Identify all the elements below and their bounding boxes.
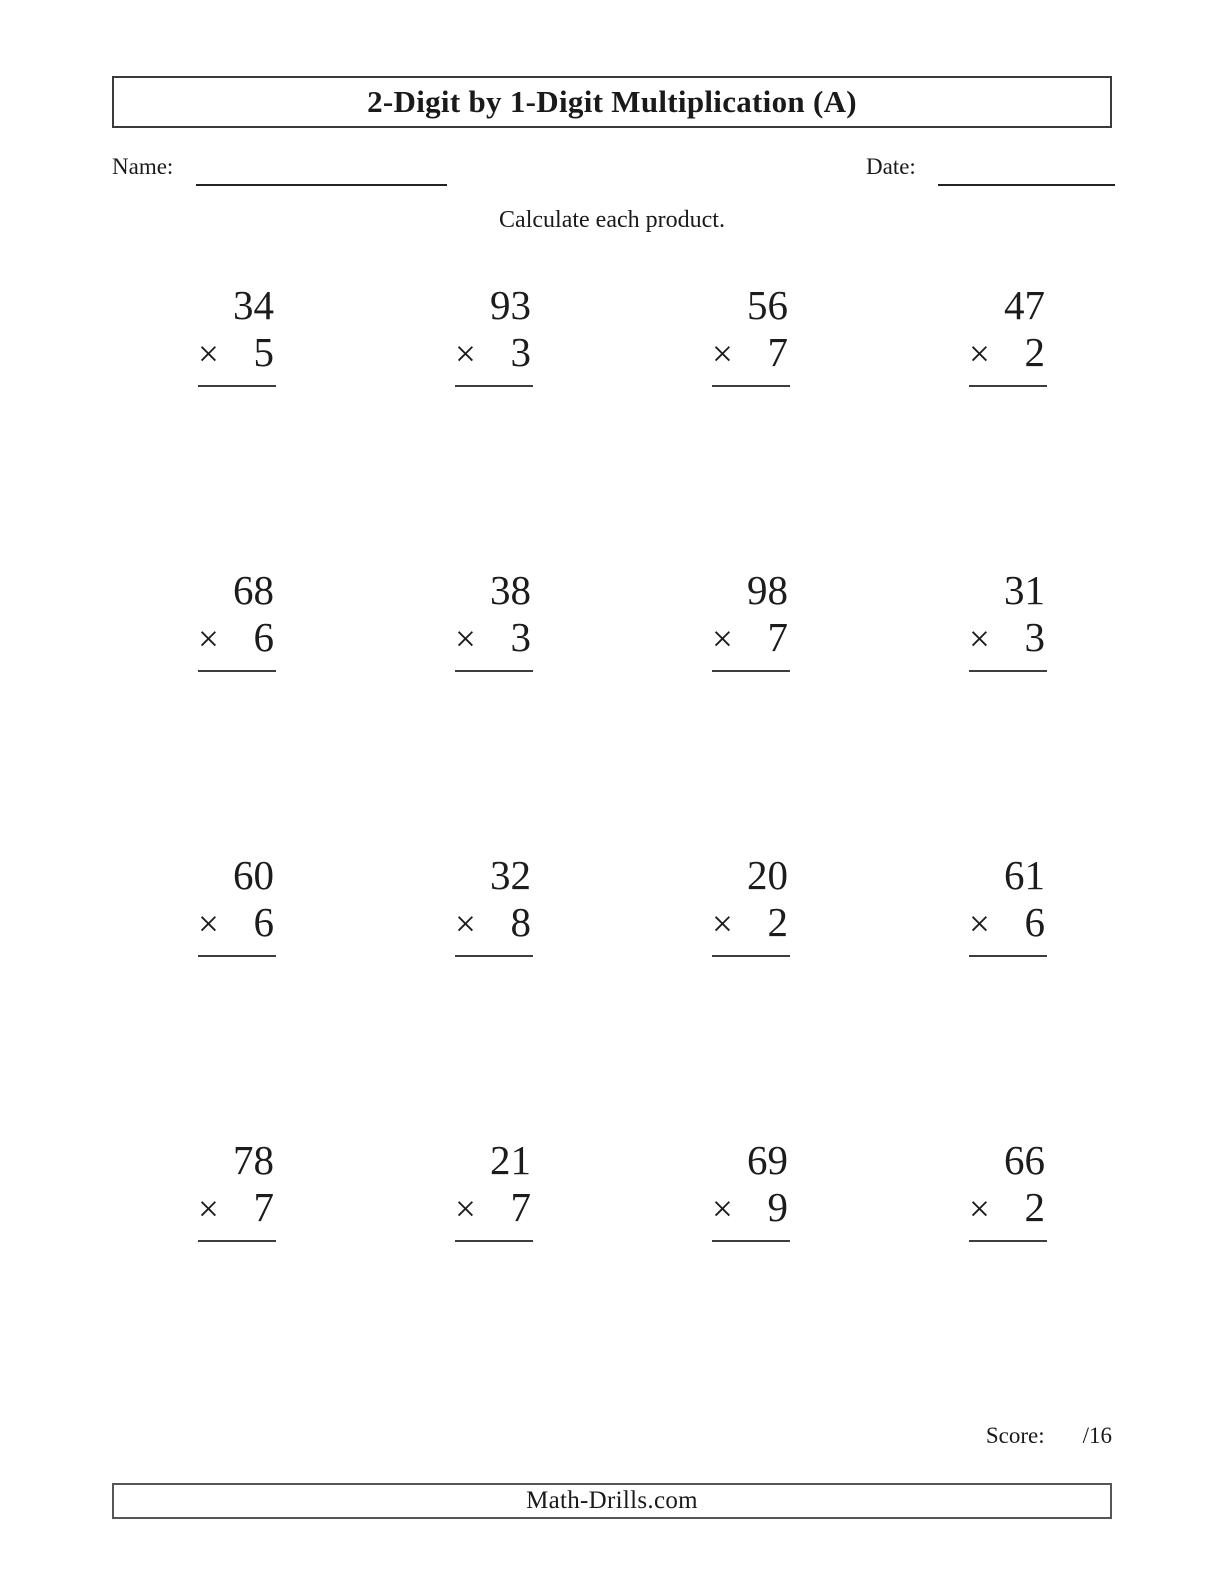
multiplier: 6 <box>1024 899 1045 945</box>
multiplication-problem <box>969 282 1047 387</box>
times-icon: × <box>198 1189 219 1230</box>
footer-box <box>112 1483 1112 1519</box>
date-label: Date: <box>866 154 916 179</box>
multiplication-problem <box>198 1137 276 1242</box>
multiplier-row <box>198 1184 276 1242</box>
times-icon: × <box>455 1189 476 1230</box>
multiplicand: 60 <box>233 852 274 898</box>
page-title: 2-Digit by 1-Digit Multiplication (A) <box>367 84 857 119</box>
multiplication-problem <box>198 852 276 957</box>
multiplication-problem <box>455 567 533 672</box>
name-label: Name: <box>112 154 174 179</box>
multiplicand: 47 <box>1004 282 1045 328</box>
multiplicand: 38 <box>490 567 531 613</box>
multiplicand: 34 <box>233 282 274 328</box>
times-icon: × <box>198 619 219 660</box>
problem-cell-8 <box>883 567 1140 852</box>
instruction-text: Calculate each product. <box>499 207 725 233</box>
multiplication-problem <box>712 282 790 387</box>
problem-cell-4 <box>883 282 1140 567</box>
problem-cell-3 <box>626 282 883 567</box>
times-icon: × <box>455 334 476 375</box>
multiplier-row <box>969 329 1047 387</box>
problem-cell-5 <box>112 567 369 852</box>
times-icon: × <box>712 904 733 945</box>
times-icon: × <box>969 334 990 375</box>
multiplier: 6 <box>253 614 274 660</box>
multiplier: 6 <box>253 899 274 945</box>
multiplier-row <box>455 329 533 387</box>
multiplier: 2 <box>1024 329 1045 375</box>
multiplier: 2 <box>767 899 788 945</box>
times-icon: × <box>969 619 990 660</box>
problem-cell-9 <box>112 852 369 1137</box>
multiplication-problem <box>969 852 1047 957</box>
multiplier-row <box>198 899 276 957</box>
problem-cell-13 <box>112 1137 369 1422</box>
times-icon: × <box>969 1189 990 1230</box>
problem-cell-16 <box>883 1137 1140 1422</box>
problem-cell-10 <box>369 852 626 1137</box>
multiplication-problem <box>455 852 533 957</box>
times-icon: × <box>198 334 219 375</box>
multiplication-problem <box>455 1137 533 1242</box>
score-row <box>112 1423 1112 1449</box>
problem-cell-14 <box>369 1137 626 1422</box>
multiplier-row <box>712 899 790 957</box>
multiplier-row <box>712 329 790 387</box>
footer-site-name: Math-Drills.com <box>526 1487 698 1514</box>
times-icon: × <box>969 904 990 945</box>
multiplier: 3 <box>510 329 531 375</box>
multiplier-row <box>455 614 533 672</box>
problem-cell-1 <box>112 282 369 567</box>
multiplier: 9 <box>767 1184 788 1230</box>
multiplier-row <box>712 614 790 672</box>
name-blank-line <box>196 184 447 186</box>
multiplier: 7 <box>767 614 788 660</box>
problem-cell-6 <box>369 567 626 852</box>
multiplication-problem <box>712 852 790 957</box>
problem-cell-11 <box>626 852 883 1137</box>
score-label: Score: <box>985 1423 1045 1448</box>
problem-cell-15 <box>626 1137 883 1422</box>
times-icon: × <box>712 1189 733 1230</box>
multiplicand: 93 <box>490 282 531 328</box>
problem-cell-7 <box>626 567 883 852</box>
multiplication-problem <box>712 1137 790 1242</box>
multiplicand: 98 <box>747 567 788 613</box>
multiplier-row <box>969 1184 1047 1242</box>
multiplier-row <box>198 329 276 387</box>
multiplicand: 68 <box>233 567 274 613</box>
multiplication-problem <box>969 1137 1047 1242</box>
multiplier-row <box>198 614 276 672</box>
times-icon: × <box>712 619 733 660</box>
times-icon: × <box>712 334 733 375</box>
multiplicand: 20 <box>747 852 788 898</box>
problems-grid <box>112 282 1140 1422</box>
multiplier: 3 <box>1024 614 1045 660</box>
multiplication-problem <box>455 282 533 387</box>
times-icon: × <box>455 619 476 660</box>
multiplier-row <box>969 899 1047 957</box>
multiplier-row <box>455 1184 533 1242</box>
multiplier: 8 <box>510 899 531 945</box>
date-blank-line <box>938 184 1115 186</box>
multiplicand: 66 <box>1004 1137 1045 1183</box>
multiplicand: 78 <box>233 1137 274 1183</box>
multiplier: 5 <box>253 329 274 375</box>
problem-cell-12 <box>883 852 1140 1137</box>
times-icon: × <box>198 904 219 945</box>
multiplier: 7 <box>510 1184 531 1230</box>
multiplicand: 32 <box>490 852 531 898</box>
multiplication-problem <box>712 567 790 672</box>
multiplier-row <box>712 1184 790 1242</box>
title-box <box>112 76 1112 128</box>
multiplicand: 69 <box>747 1137 788 1183</box>
multiplier: 7 <box>767 329 788 375</box>
multiplicand: 31 <box>1004 567 1045 613</box>
multiplier: 2 <box>1024 1184 1045 1230</box>
multiplier: 3 <box>510 614 531 660</box>
multiplication-problem <box>969 567 1047 672</box>
multiplier-row <box>969 614 1047 672</box>
multiplicand: 61 <box>1004 852 1045 898</box>
times-icon: × <box>455 904 476 945</box>
multiplier-row <box>455 899 533 957</box>
multiplication-problem <box>198 567 276 672</box>
multiplicand: 21 <box>490 1137 531 1183</box>
score-total: /16 <box>1082 1423 1112 1448</box>
multiplier: 7 <box>253 1184 274 1230</box>
multiplicand: 56 <box>747 282 788 328</box>
multiplication-problem <box>198 282 276 387</box>
problem-cell-2 <box>369 282 626 567</box>
